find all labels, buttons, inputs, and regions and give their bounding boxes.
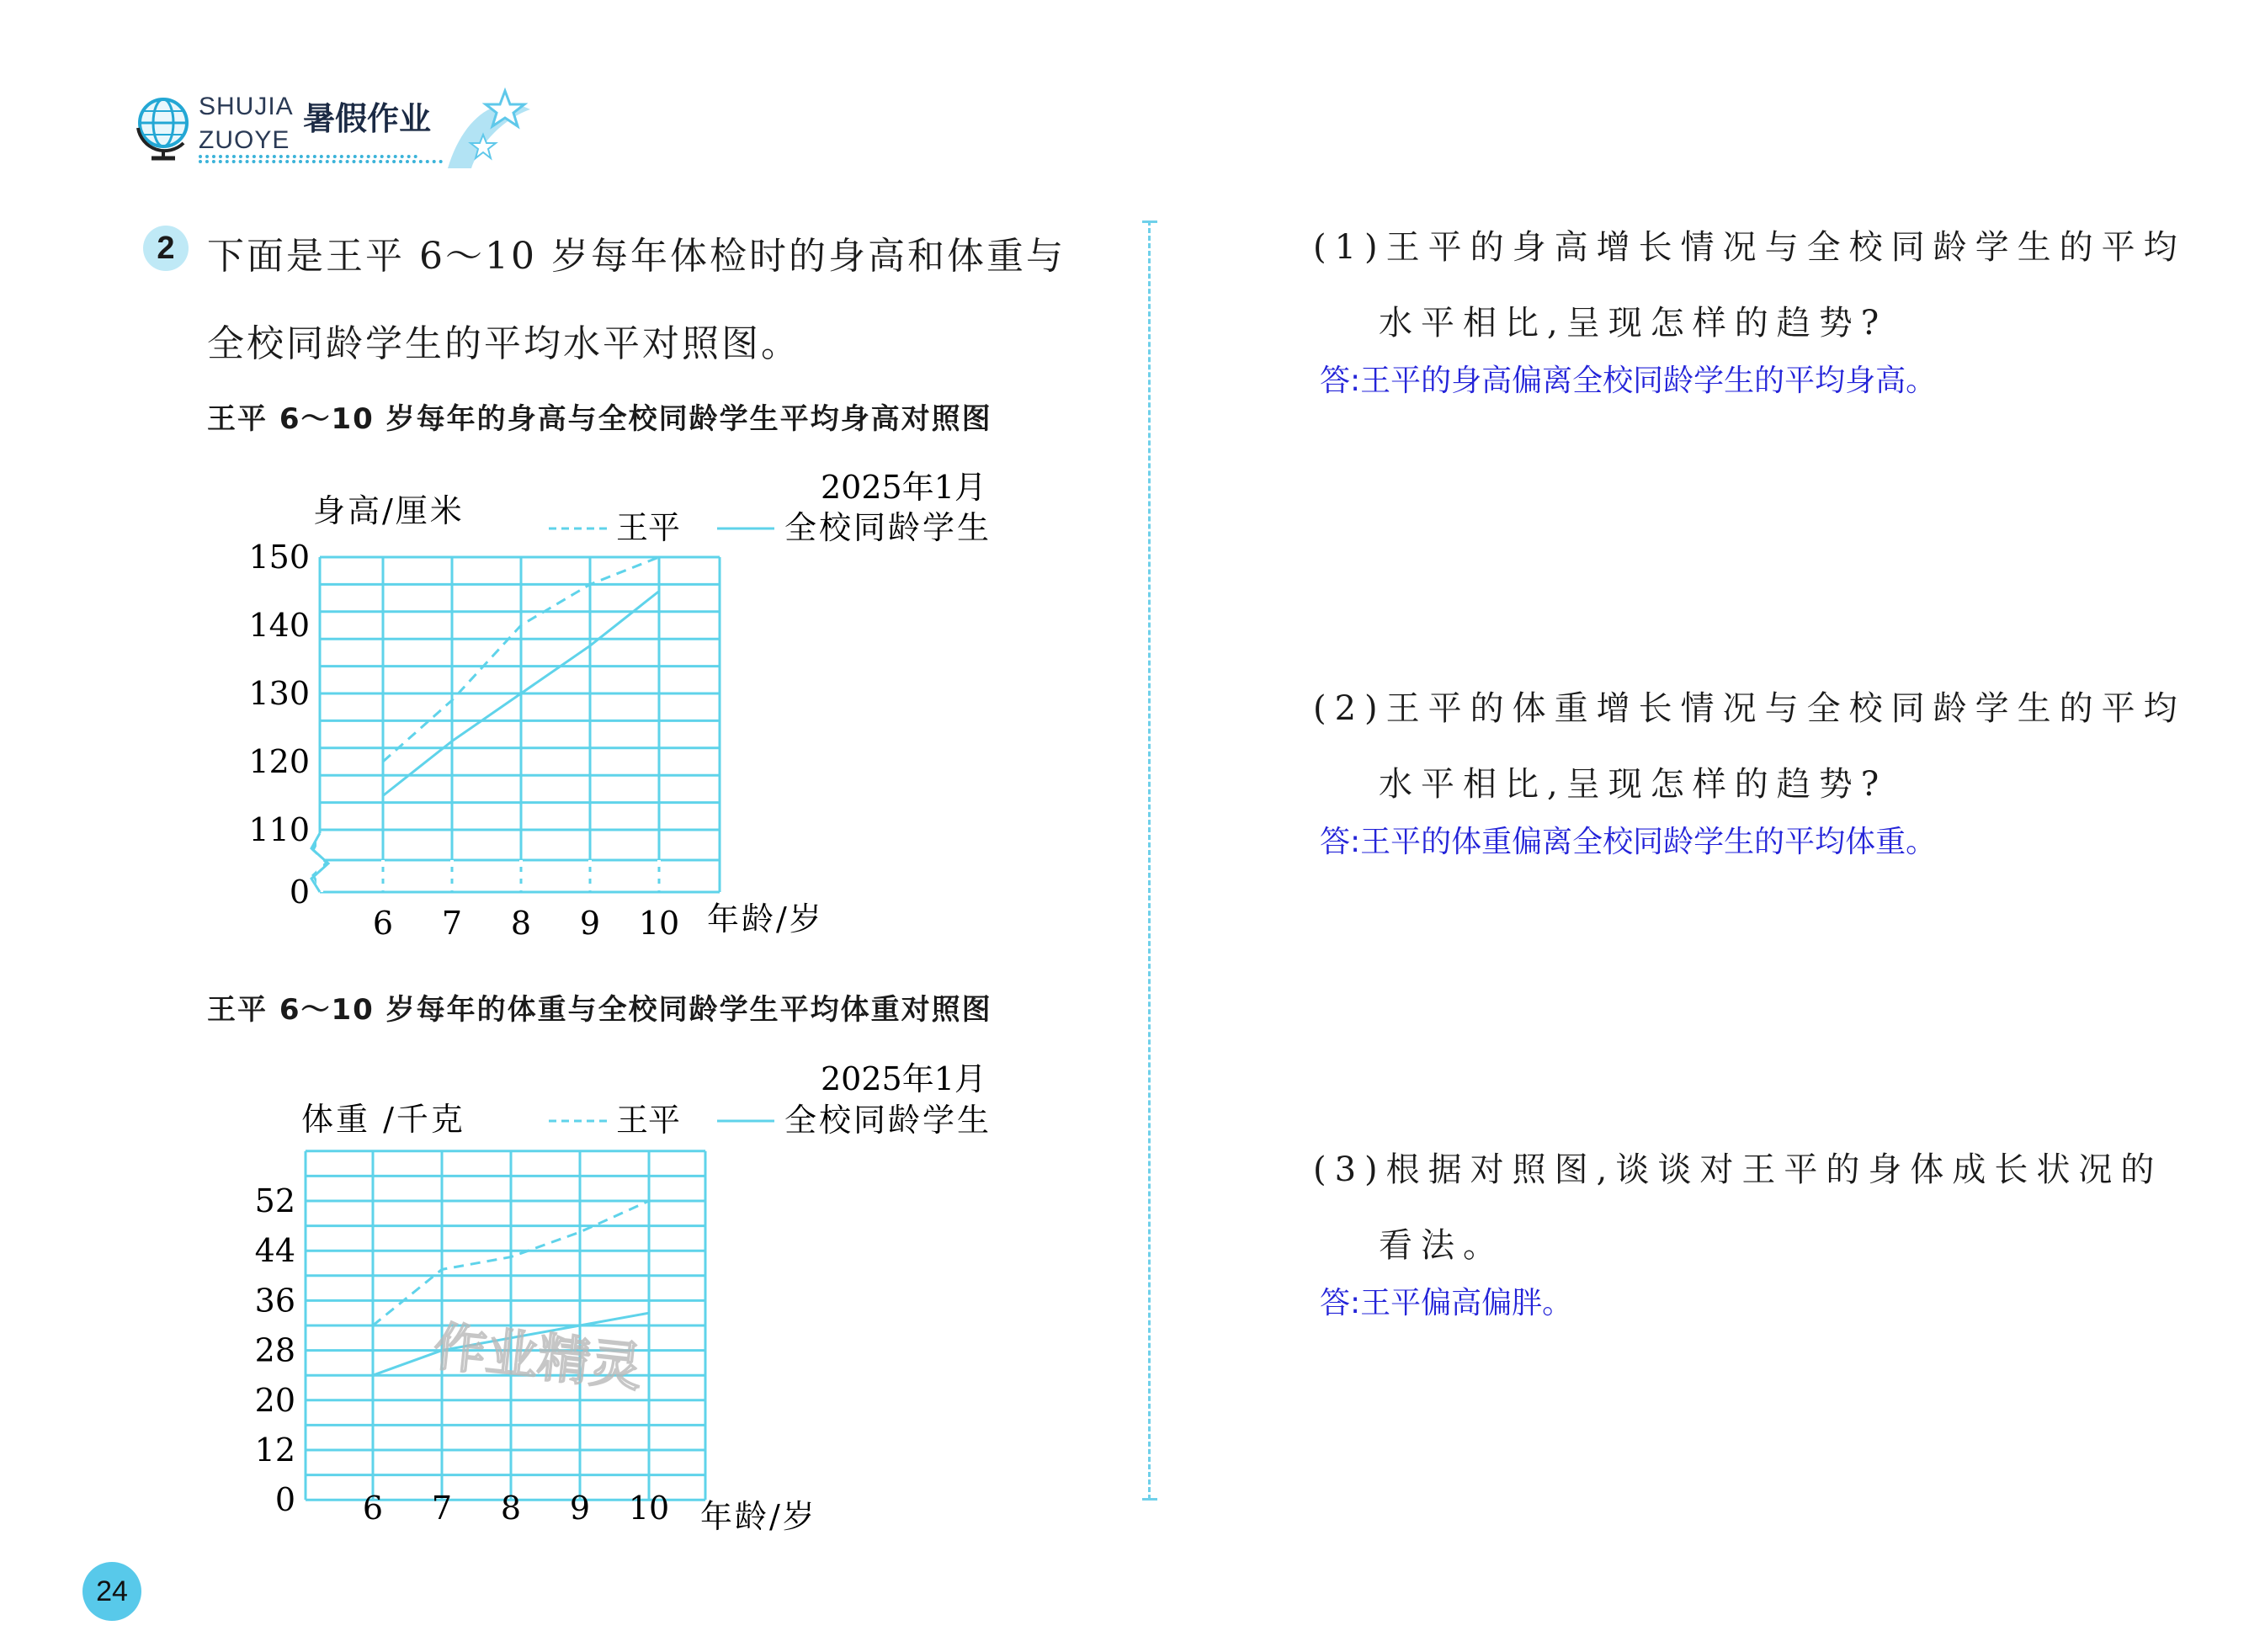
weight-chart [236,1044,1044,1548]
x-tick-label: 10 [628,1490,670,1527]
y-tick-label: 150 [248,539,310,576]
y-tick-label: 0 [274,1481,295,1519]
header-logo [126,84,530,177]
logo-dotted-line-2 [199,155,417,158]
sub-question-2-line1: (2)王平的体重增长情况与全校同龄学生的平均 [1313,689,2186,728]
height-chart-xlabel: 年龄/岁 [707,900,824,938]
y-tick-label: 120 [248,743,310,780]
divider-top-cap [1142,220,1157,223]
page-number: 24 [82,1562,141,1621]
y-tick-label: 44 [254,1232,295,1270]
question-text-line2: 全校同龄学生的平均水平对照图。 [207,322,800,365]
weight-chart-xticks [363,1490,669,1527]
y-tick-label: 52 [254,1182,295,1219]
x-tick-label: 7 [431,1490,453,1527]
column-divider [1148,220,1151,1500]
logo-cn-title: 暑假作业 [303,100,432,137]
y-tick-label: 140 [248,607,310,644]
star-swoosh-icon [446,84,539,177]
sub-question-3-line2: 看法。 [1379,1226,1505,1265]
x-tick-label: 10 [638,905,680,942]
height-chart-ylabel: 身高/厘米 [313,492,465,529]
height-chart-yticks [248,539,310,911]
y-tick-label: 130 [248,675,310,712]
x-tick-label: 6 [372,905,394,942]
x-tick-label: 8 [500,1490,522,1527]
sub-question-1-line1: (1)王平的身高增长情况与全校同龄学生的平均 [1313,228,2186,267]
y-tick-label: 12 [254,1432,295,1469]
logo-en-line1: SHUJIA [199,93,294,120]
weight-chart-ylabel: 体重 /千克 [301,1101,465,1138]
weight-legend-wangping: 王平 [616,1102,681,1139]
weight-chart-date: 2025年1月 [821,1060,986,1097]
answer-2: 答:王平的体重偏离全校同龄学生的平均体重。 [1320,825,1937,859]
height-chart [236,454,1044,951]
question-text-line1: 下面是王平 6～10 岁每年体检时的身高和体重与 [207,235,1066,278]
watermark: 作业精灵 [431,1315,646,1399]
x-tick-label: 9 [579,905,601,942]
y-tick-label: 110 [248,811,310,848]
logo-dotted-line [199,160,443,163]
weight-legend-school: 全校同龄学生 [784,1102,992,1139]
height-legend-school: 全校同龄学生 [784,509,992,546]
height-chart-title: 王平 6～10 岁每年的身高与全校同龄学生平均身高对照图 [207,402,992,436]
answer-3: 答:王平偏高偏胖。 [1320,1286,1573,1320]
height-chart-xticks [373,905,679,942]
axis-break-mask [316,833,323,892]
height-legend-wangping: 王平 [616,509,681,546]
globe-icon [133,94,192,162]
x-tick-label: 8 [510,905,532,942]
y-tick-label: 36 [254,1282,295,1320]
divider-bottom-cap [1142,1498,1157,1501]
sub-question-1-line2: 水平相比,呈现怎样的趋势? [1379,304,1888,343]
height-chart-date: 2025年1月 [821,469,986,506]
weight-chart-yticks [255,1182,295,1518]
weight-chart-title: 王平 6～10 岁每年的体重与全校同龄学生平均体重对照图 [207,993,992,1027]
y-tick-label: 28 [254,1331,295,1369]
y-tick-label: 20 [254,1381,295,1419]
question-number-badge: 2 [143,226,189,271]
y-tick-label: 0 [289,874,310,911]
height-chart-grid [311,557,720,892]
x-tick-label: 7 [441,905,463,942]
weight-chart-xlabel: 年龄/岁 [700,1498,817,1535]
x-tick-label: 9 [569,1490,591,1527]
x-tick-label: 6 [362,1490,384,1527]
answer-1: 答:王平的身高偏离全校同龄学生的平均身高。 [1320,364,1937,398]
sub-question-3-line1: (3)根据对照图,谈谈对王平的身体成长状况的 [1313,1150,2163,1189]
sub-question-2-line2: 水平相比,呈现怎样的趋势? [1379,765,1888,804]
logo-en-line2: ZUOYE [199,126,290,154]
